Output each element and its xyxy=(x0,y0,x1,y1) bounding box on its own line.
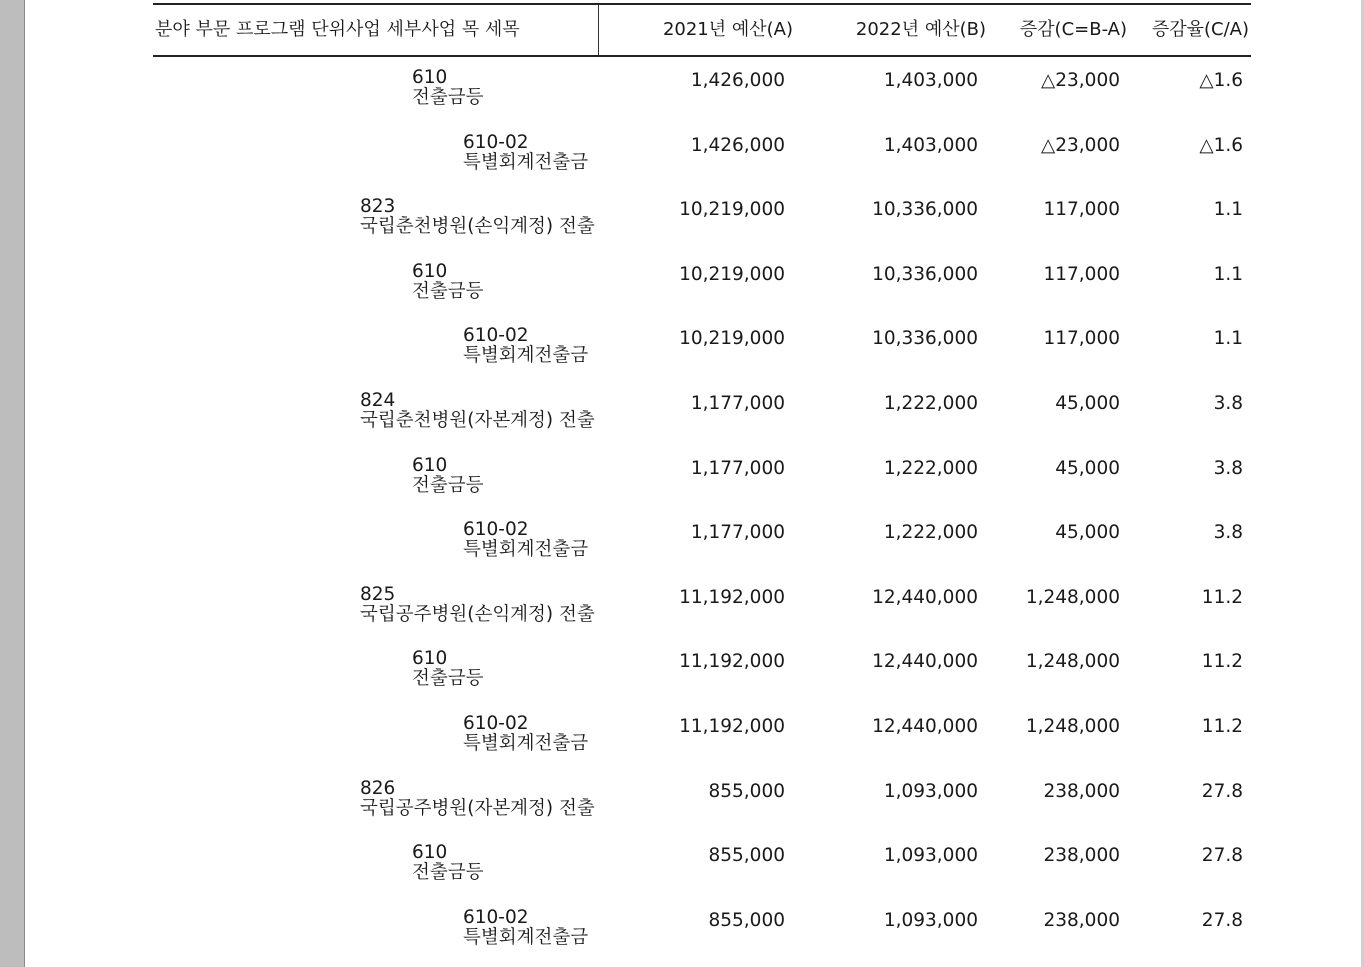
row-code: 824 xyxy=(360,390,396,411)
row-budget-2022: 1,403,000 xyxy=(883,134,978,156)
table-row xyxy=(153,576,1251,636)
row-name: 전출금등 xyxy=(412,87,484,108)
row-budget-2021: 1,426,000 xyxy=(690,134,785,156)
row-budget-2022: 1,093,000 xyxy=(883,909,978,931)
row-label xyxy=(412,843,483,883)
row-budget-2021: 11,192,000 xyxy=(679,716,785,737)
row-budget-2021: 1,426,000 xyxy=(690,70,785,91)
row-budget-2022: 1,222,000 xyxy=(883,393,978,414)
row-code: 610 xyxy=(412,648,448,670)
row-label xyxy=(463,908,588,948)
row-budget-2022: 1,222,000 xyxy=(883,457,978,479)
row-change-rate: 27.8 xyxy=(1201,845,1243,867)
table-row xyxy=(153,834,1251,894)
table-row xyxy=(153,188,1251,248)
row-change-rate: 11.2 xyxy=(1201,586,1243,608)
row-change-rate: 27.8 xyxy=(1201,780,1243,802)
row-name: 국립춘천병원(손익계정) 전출 xyxy=(360,216,595,238)
table-row xyxy=(153,382,1251,442)
row-name: 전출금등 xyxy=(412,862,484,884)
row-label xyxy=(412,68,483,108)
row-change: 1,248,000 xyxy=(1025,716,1120,737)
row-budget-2021: 855,000 xyxy=(708,780,785,802)
row-change-rate: 11.2 xyxy=(1201,716,1243,737)
row-code: 610-02 xyxy=(463,131,529,153)
row-name: 전출금등 xyxy=(412,474,484,496)
row-budget-2022: 12,440,000 xyxy=(872,586,978,608)
row-code: 610 xyxy=(412,67,448,88)
row-label xyxy=(360,585,595,625)
row-code: 610-02 xyxy=(463,906,529,928)
row-change-rate: 1.1 xyxy=(1213,328,1243,350)
table-row xyxy=(153,253,1251,313)
row-code: 610 xyxy=(412,842,448,864)
row-change: 238,000 xyxy=(1043,780,1120,802)
row-budget-2021: 10,219,000 xyxy=(679,328,785,350)
row-budget-2021: 10,219,000 xyxy=(679,199,785,221)
row-change: 117,000 xyxy=(1043,263,1120,285)
row-label xyxy=(360,391,595,431)
table-top-rule xyxy=(153,3,1251,5)
row-code: 610-02 xyxy=(463,519,529,541)
row-budget-2021: 855,000 xyxy=(708,845,785,867)
row-budget-2021: 11,192,000 xyxy=(679,586,785,608)
table-row xyxy=(153,317,1251,377)
row-change: 45,000 xyxy=(1055,522,1120,544)
row-change: 1,248,000 xyxy=(1025,651,1120,673)
row-budget-2022: 10,336,000 xyxy=(872,263,978,285)
page-gutter-left xyxy=(0,0,25,967)
row-budget-2021: 10,219,000 xyxy=(679,263,785,285)
row-code: 826 xyxy=(360,777,396,799)
row-label xyxy=(463,133,588,173)
row-budget-2022: 1,093,000 xyxy=(883,780,978,802)
row-budget-2022: 1,403,000 xyxy=(883,70,978,91)
row-budget-2021: 11,192,000 xyxy=(679,651,785,673)
row-budget-2022: 12,440,000 xyxy=(872,651,978,673)
row-budget-2022: 1,093,000 xyxy=(883,845,978,867)
table-row xyxy=(153,770,1251,830)
row-label xyxy=(463,326,588,366)
row-label xyxy=(412,262,483,302)
table-row xyxy=(153,899,1251,959)
row-name: 전출금등 xyxy=(412,668,484,690)
row-name: 특별회계전출금 xyxy=(463,733,589,754)
table-row xyxy=(153,511,1251,571)
row-budget-2021: 1,177,000 xyxy=(690,457,785,479)
row-budget-2022: 12,440,000 xyxy=(872,716,978,737)
row-change-rate: 3.8 xyxy=(1213,393,1243,414)
row-code: 610 xyxy=(412,454,448,476)
table-header-rule xyxy=(153,55,1251,57)
row-change-rate: 1.1 xyxy=(1213,263,1243,285)
row-code: 610 xyxy=(412,260,448,282)
header-change: 증감(C=B-A) xyxy=(1019,19,1127,40)
row-change-rate: 27.8 xyxy=(1201,909,1243,931)
table-row xyxy=(153,705,1251,765)
row-change-rate: △1.6 xyxy=(1199,70,1243,91)
table-row xyxy=(153,59,1251,119)
row-change: 1,248,000 xyxy=(1025,586,1120,608)
row-budget-2021: 1,177,000 xyxy=(690,393,785,414)
row-change-rate: 3.8 xyxy=(1213,522,1243,544)
table-row xyxy=(153,640,1251,700)
header-column-divider xyxy=(598,5,599,55)
row-change: 238,000 xyxy=(1043,845,1120,867)
row-name: 특별회계전출금 xyxy=(463,345,589,367)
header-path: 분야 부문 프로그램 단위사업 세부사업 목 세목 xyxy=(155,19,520,40)
row-change-rate: 1.1 xyxy=(1213,199,1243,221)
row-change: 117,000 xyxy=(1043,328,1120,350)
row-code: 610-02 xyxy=(463,713,529,734)
row-change: 45,000 xyxy=(1055,393,1120,414)
row-change-rate: △1.6 xyxy=(1199,134,1243,156)
row-name: 국립공주병원(자본계정) 전출 xyxy=(360,797,595,819)
row-budget-2021: 855,000 xyxy=(708,909,785,931)
row-code: 823 xyxy=(360,196,396,218)
row-label xyxy=(360,197,595,237)
header-change-rate: 증감율(C/A) xyxy=(1151,19,1249,40)
row-name: 특별회계전출금 xyxy=(463,151,589,173)
row-label xyxy=(412,649,483,689)
row-change: 45,000 xyxy=(1055,457,1120,479)
row-code: 825 xyxy=(360,583,396,605)
row-change: △23,000 xyxy=(1041,134,1120,156)
row-name: 국립공주병원(손익계정) 전출 xyxy=(360,603,595,625)
row-change: 238,000 xyxy=(1043,909,1120,931)
table-row xyxy=(153,124,1251,184)
table-row xyxy=(153,447,1251,507)
row-budget-2022: 10,336,000 xyxy=(872,199,978,221)
row-label xyxy=(412,456,483,496)
row-name: 특별회계전출금 xyxy=(463,539,589,561)
row-change: △23,000 xyxy=(1041,70,1120,91)
row-label xyxy=(360,779,595,819)
header-budget-2021: 2021년 예산(A) xyxy=(662,19,793,40)
row-change-rate: 3.8 xyxy=(1213,457,1243,479)
row-budget-2021: 1,177,000 xyxy=(690,522,785,544)
row-change: 117,000 xyxy=(1043,199,1120,221)
row-label xyxy=(463,520,588,560)
row-code: 610-02 xyxy=(463,325,529,347)
row-budget-2022: 1,222,000 xyxy=(883,522,978,544)
row-name: 국립춘천병원(자본계정) 전출 xyxy=(360,410,595,431)
row-budget-2022: 10,336,000 xyxy=(872,328,978,350)
row-name: 특별회계전출금 xyxy=(463,926,589,948)
row-name: 전출금등 xyxy=(412,280,484,302)
row-change-rate: 11.2 xyxy=(1201,651,1243,673)
row-label xyxy=(463,714,588,754)
header-budget-2022: 2022년 예산(B) xyxy=(855,19,986,40)
